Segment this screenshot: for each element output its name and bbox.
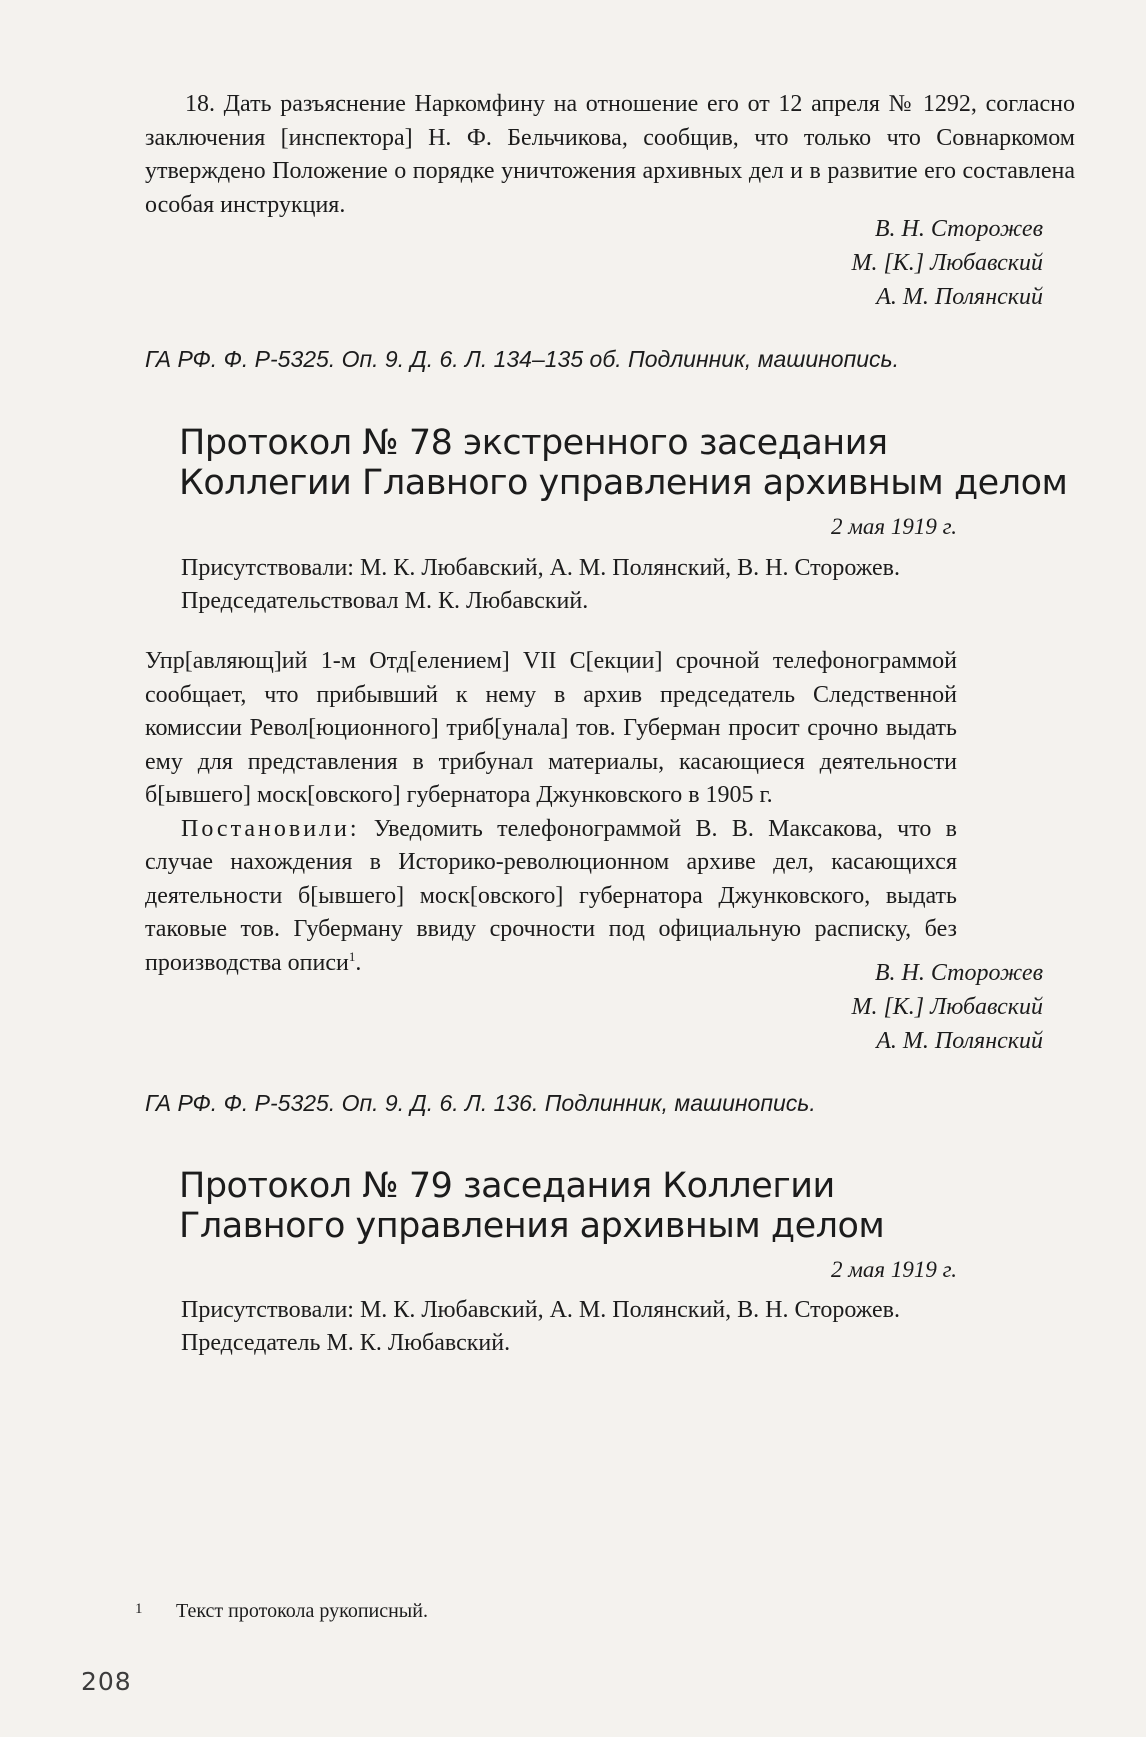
item-18-text: 18. Дать разъяснение Наркомфину на отношение его от 12 апреля № 1292, согласно заключения [инспектора] Н. Ф. Бельчикова, сообщив, что только что Совнаркомом утверждено Положение о порядке уничтожения архивных дел и в развитие его составлена особая инструкция. (145, 91, 1075, 218)
protocol-78-heading (145, 423, 1075, 503)
protocol-79-date-row (145, 1255, 957, 1285)
present-list: Присутствовали: М. К. Любавский, А. М. Полянский, В. Н. Сторожев. (181, 1297, 900, 1323)
resolution-end: . (355, 949, 362, 976)
protocol-title-line: Коллегии Главного управления архивным делом (179, 463, 1068, 503)
signature: М. [К.] Любавский (851, 994, 1043, 1020)
signature: В. Н. Сторожев (874, 216, 1043, 242)
source-citation: ГА РФ. Ф. Р-5325. Оп. 9. Д. 6. Л. 134–135 об. Подлинник, машинопись. (145, 346, 900, 372)
footnote-mark: 1 (135, 1601, 143, 1617)
chair: Председатель М. К. Любавский. (181, 1330, 511, 1356)
item-18 (145, 88, 1075, 222)
signature: А. М. Полянский (876, 284, 1043, 310)
page-number: 208 (81, 1667, 132, 1696)
protocol-title-line: Протокол № 78 экстренного заседания (179, 423, 888, 463)
protocol-body-text: Упр[авляющ]ий 1-м Отд[елением] VII С[екции] срочной телефонограммой сообщает, что прибывший к нему в архив председатель Следственной комиссии Револ[юционного] триб[унала] тов. Губерман просит срочно выдать ему для представления в трибунал материалы, касающиеся деятельности б[ывшего] моск[овского] губернатора Джунковского в 1905 г. (145, 648, 957, 808)
protocol-title-line: Протокол № 79 заседания Коллегии (179, 1166, 835, 1206)
source-citation: ГА РФ. Ф. Р-5325. Оп. 9. Д. 6. Л. 136. Подлинник, машинопись. (145, 1090, 816, 1116)
protocol-79-heading (145, 1166, 1075, 1246)
resolution-label: Постановили: (181, 815, 360, 842)
present-list: Присутствовали: М. К. Любавский, А. М. Полянский, В. Н. Сторожев. (181, 555, 900, 581)
archive-source-2 (145, 1088, 1075, 1118)
signature: В. Н. Сторожев (874, 960, 1043, 986)
protocol-78-attendance (145, 552, 1075, 618)
protocol-date: 2 мая 1919 г. (830, 1257, 957, 1282)
protocol-78-body (145, 645, 957, 980)
protocol-date: 2 мая 1919 г. (830, 514, 957, 539)
footnote-text: Текст протокола рукописный. (176, 1600, 428, 1622)
signature: А. М. Полянский (876, 1028, 1043, 1054)
protocol-title-line: Главного управления архивным делом (179, 1206, 885, 1246)
resolution-text: Уведомить телефонограммой В. В. Максакова, что в случае нахождения в Историко-революционном архиве дел, касающихся деятельности б[ывшего] моск[овского] губернатора Джунковского, выдать таковые тов. Губерману ввиду срочности под официальную расписку, без производства описи (145, 815, 957, 976)
resolution (145, 813, 957, 981)
protocol-79-attendance (145, 1294, 1075, 1360)
signatures-block-2 (145, 956, 1075, 1058)
footnote-reference: 1 (348, 948, 356, 964)
signature: М. [К.] Любавский (851, 250, 1043, 276)
archive-source-1 (145, 344, 1075, 374)
protocol-78-date-row (145, 512, 957, 542)
chair: Председательствовал М. К. Любавский. (181, 588, 589, 614)
signatures-block-1 (145, 212, 1075, 314)
